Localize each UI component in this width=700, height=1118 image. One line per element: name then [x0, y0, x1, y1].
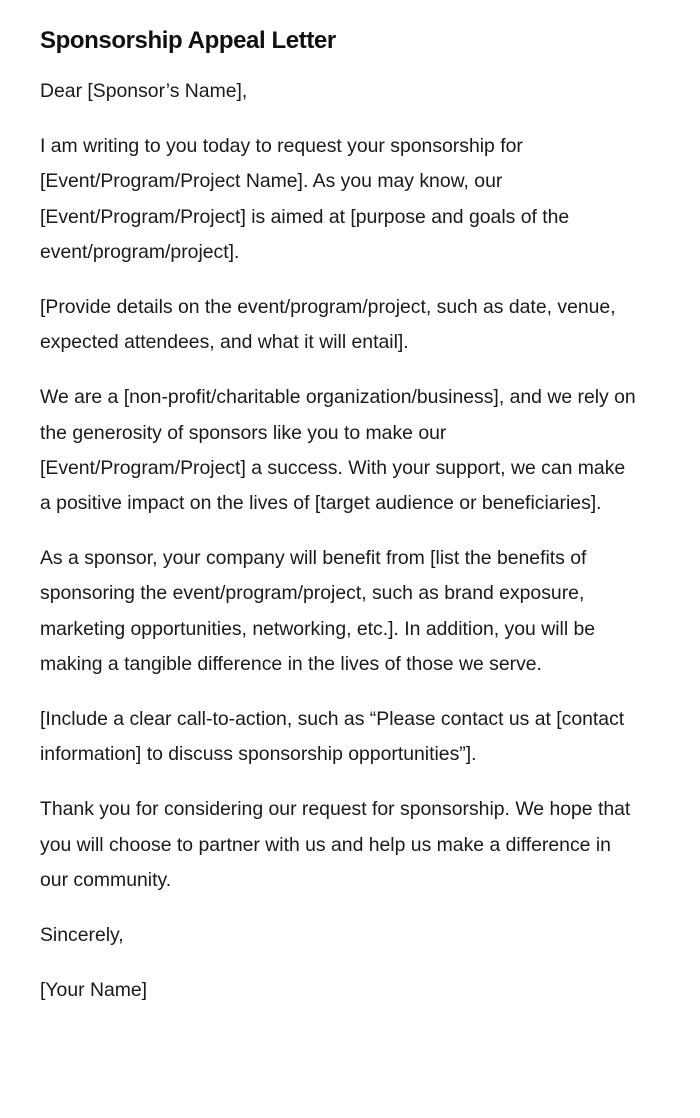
letter-document — [40, 24, 640, 1028]
letter-paragraph-request: I am writing to you today to request your sponsorship for [Event/Program/Project Name]. As you may know, our [Event/Program/Project] is aimed at [purpose and goals of the event/program/project]. — [40, 135, 570, 263]
letter-paragraph-organization: We are a [non-profit/charitable organization/business], and we rely on the generosity of sponsors like you to make our [Event/Program/Project] a success. With your support, we can make a positive impact on the lives of [target audience or beneficiaries]. — [40, 386, 636, 515]
letter-signature: [Your Name] — [40, 979, 148, 1002]
letter-title: Sponsorship Appeal Letter — [40, 27, 336, 54]
letter-paragraph-benefits: As a sponsor, your company will benefit from [list the benefits of sponsoring the event/program/project, such as brand exposure, marketing opportunities, networking, etc.]. In addition, you will be making a tangible difference in the lives of those we serve. — [40, 547, 596, 675]
letter-paragraph-details: [Provide details on the event/program/project, such as date, venue, expected attendees, and what it will entail]. — [40, 296, 616, 354]
letter-closing: Sincerely, — [40, 924, 124, 947]
letter-salutation: Dear [Sponsor’s Name], — [40, 80, 248, 102]
letter-paragraph-call-to-action: [Include a clear call-to-action, such as “Please contact us at [contact information] to discuss sponsorship opportunities”]. — [40, 708, 625, 766]
letter-paragraph-thanks: Thank you for considering our request for sponsorship. We hope that you will choose to partner with us and help us make a difference in our community. — [40, 798, 631, 891]
